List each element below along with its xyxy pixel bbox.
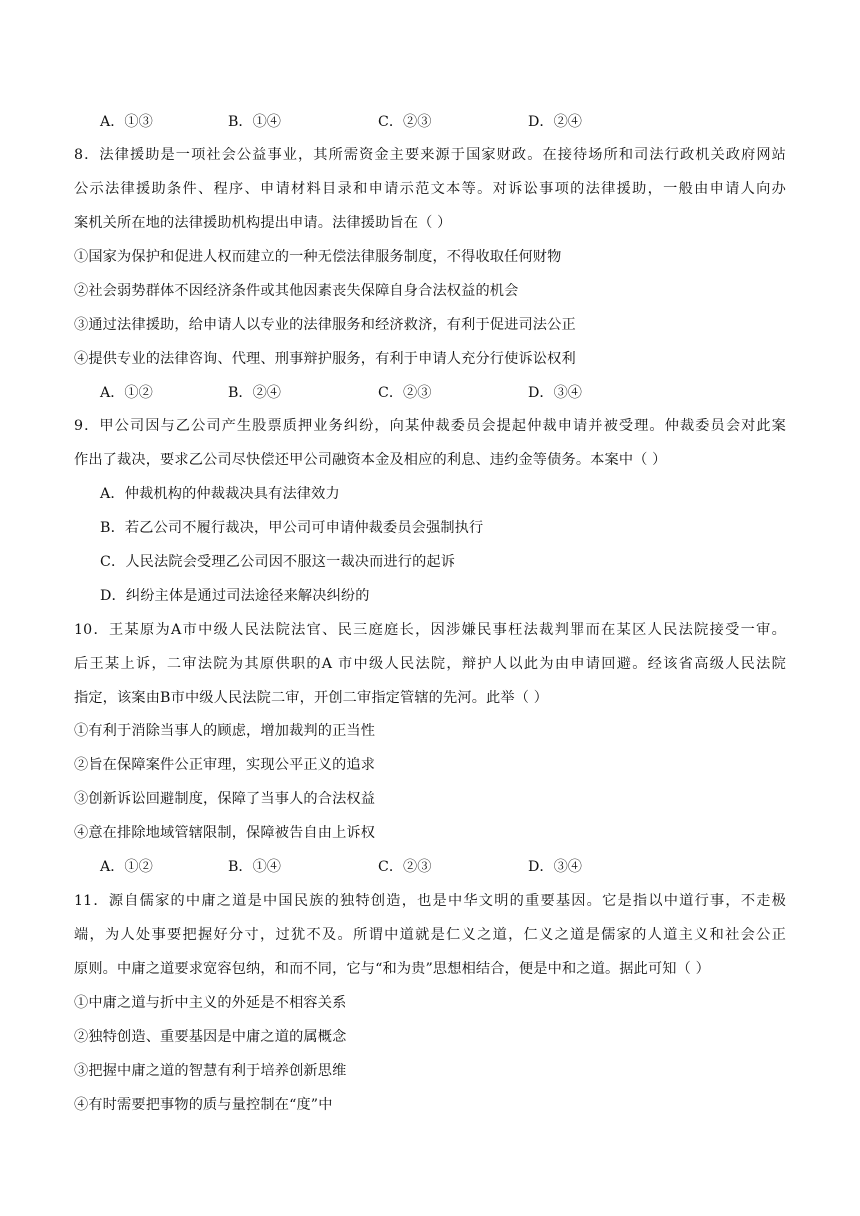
q10-statement-2: ②旨在保障案件公正审理，实现公平正义的追求 [74, 757, 376, 773]
q8-stem-line-3: 案机关所在地的法律援助机构提出申请。法律援助旨在（ ） [74, 215, 452, 231]
q7-options [100, 112, 660, 132]
q7-option-c[interactable]: C．②③ [378, 114, 432, 130]
q11-stem-line-3: 原则。中庸之道要求宽容包纳，和而不同，它与“和为贵”思想相结合，便是中和之道。据此可知（ ） [74, 961, 710, 977]
q8-statement-1: ①国家为保护和促进人权而建立的一种无偿法律服务制度，不得收取任何财物 [74, 249, 562, 265]
q8-statement-4: ④提供专业的法律咨询、代理、刑事辩护服务，有利于申请人充分行使诉讼权利 [74, 351, 576, 367]
q10-stem-line-3: 指定，该案由B市中级人民法院二审，开创二审指定管辖的先河。此举（ ） [74, 690, 549, 706]
q10-option-a[interactable]: A．①② [100, 859, 153, 875]
q8-option-c[interactable]: C．②③ [378, 385, 432, 401]
q11-statement-1: ①中庸之道与折中主义的外延是不相容关系 [74, 995, 347, 1011]
q10-statement-3: ③创新诉讼回避制度，保障了当事人的合法权益 [74, 791, 376, 807]
q8-statement-2: ②社会弱势群体不因经济条件或其他因素丧失保障自身合法权益的机会 [74, 283, 519, 299]
q9-stem-line-1: 9．甲公司因与乙公司产生股票质押业务纠纷，向某仲裁委员会提起仲裁申请并被受理。仲裁委员会对此案 [74, 418, 786, 434]
q10-statement-4: ④意在排除地域管辖限制，保障被告自由上诉权 [74, 825, 376, 841]
q11-statement-2: ②独特创造、重要基因是中庸之道的属概念 [74, 1029, 347, 1045]
q11-stem-line-1: 11．源自儒家的中庸之道是中国民族的独特创造，也是中华文明的重要基因。它是指以中道行事，不走极 [74, 893, 786, 909]
q7-option-b[interactable]: B．①④ [228, 114, 281, 130]
q10-options [100, 857, 660, 877]
q11-statement-3: ③把握中庸之道的智慧有利于培养创新思维 [74, 1063, 347, 1079]
q10-option-d[interactable]: D．③④ [528, 859, 582, 875]
q7-option-d[interactable]: D．②④ [528, 114, 582, 130]
q8-statement-3: ③通过法律援助，给申请人以专业的法律服务和经济救济，有利于促进司法公正 [74, 317, 576, 333]
q10-option-b[interactable]: B．①④ [228, 859, 281, 875]
q8-stem-line-1: 8．法律援助是一项社会公益事业，其所需资金主要来源于国家财政。在接待场所和司法行政机关政府网站 [74, 147, 786, 163]
q8-options [100, 383, 660, 403]
q8-stem-line-2: 公示法律援助条件、程序、申请材料目录和申请示范文本等。对诉讼事项的法律援助，一般由申请人向办 [74, 181, 786, 197]
q9-choice-c[interactable]: C．人民法院会受理乙公司因不服这一裁决而进行的起诉 [100, 554, 456, 570]
q8-option-d[interactable]: D．③④ [528, 385, 582, 401]
q9-stem-line-2: 作出了裁决，要求乙公司尽快偿还甲公司融资本金及相应的利息、违约金等债务。本案中（ ） [74, 452, 667, 468]
q9-choice-a[interactable]: A．仲裁机构的仲裁裁决具有法律效力 [100, 486, 340, 502]
q10-statement-1: ①有利于消除当事人的顾虑，增加裁判的正当性 [74, 723, 376, 739]
q9-choice-d[interactable]: D．纠纷主体是通过司法途径来解决纠纷的 [100, 588, 370, 604]
q8-option-a[interactable]: A．①② [100, 385, 153, 401]
q11-statement-4: ④有时需要把事物的质与量控制在“度”中 [74, 1097, 333, 1113]
q10-stem-line-2: 后王某上诉，二审法院为其原供职的A 市中级人民法院，辩护人以此为由申请回避。经该省高级人民法院 [74, 656, 786, 672]
q7-option-a[interactable]: A．①③ [100, 114, 153, 130]
q9-choice-b[interactable]: B．若乙公司不履行裁决，甲公司可申请仲裁委员会强制执行 [100, 520, 484, 536]
q10-stem-line-1: 10．王某原为A市中级人民法院法官、民三庭庭长，因涉嫌民事枉法裁判罪而在某区人民法院接受一审。 [74, 622, 786, 638]
q11-stem-line-2: 端，为人处事要把握好分寸，过犹不及。所谓中道就是仁义之道，仁义之道是儒家的人道主义和社会公正 [74, 927, 786, 943]
q10-option-c[interactable]: C．②③ [378, 859, 432, 875]
q8-option-b[interactable]: B．②④ [228, 385, 281, 401]
